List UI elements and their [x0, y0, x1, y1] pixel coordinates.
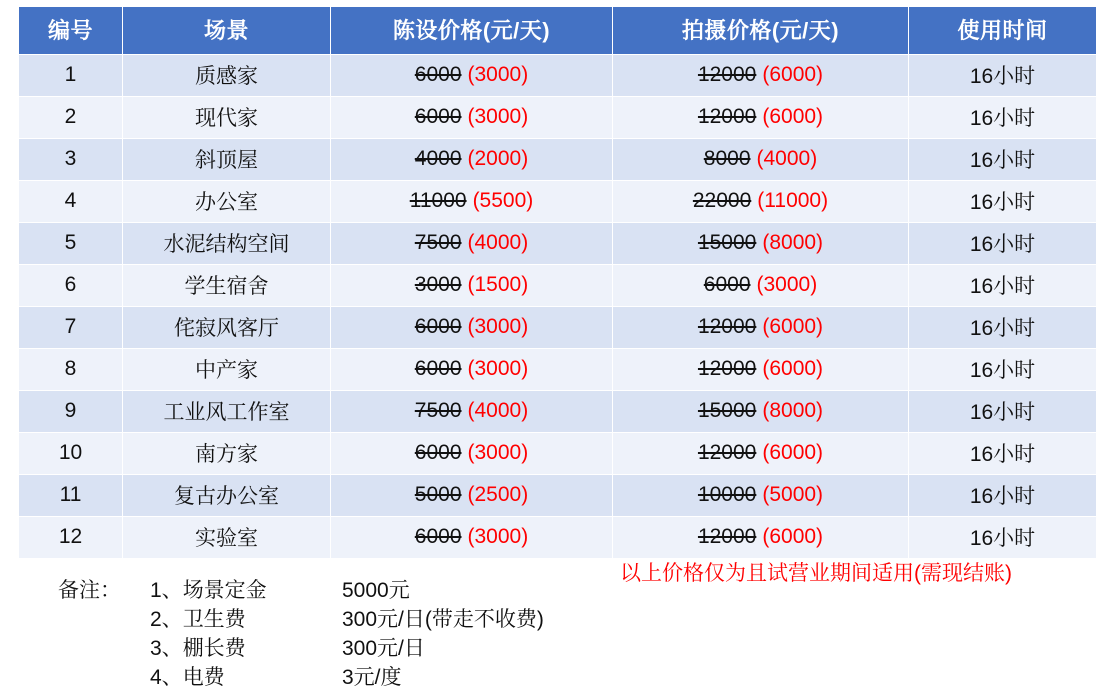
cell-id: 3 [19, 139, 123, 181]
new-price: (8000) [762, 399, 824, 422]
cell-id: 8 [19, 349, 123, 391]
old-price: 12000 [697, 63, 757, 86]
old-price: 12000 [697, 525, 757, 548]
table-row [19, 181, 1097, 223]
cell-shoot-price [613, 223, 909, 265]
table-row [19, 349, 1097, 391]
cell-scene: 南方家 [123, 433, 331, 475]
table-row [19, 223, 1097, 265]
note-label [150, 664, 342, 693]
column-header-display-price: 陈设价格(元/天) [331, 7, 613, 55]
new-price: (6000) [762, 105, 824, 128]
old-price: 6000 [414, 357, 462, 380]
notes-title: 备注： [58, 579, 121, 602]
old-price: 6000 [414, 441, 462, 464]
old-price: 22000 [692, 189, 752, 212]
new-price: (4000) [756, 147, 818, 170]
note-value: 300元/日(带走不收费) [342, 607, 544, 631]
cell-scene: 现代家 [123, 97, 331, 139]
table-row [19, 517, 1097, 559]
old-price: 12000 [697, 441, 757, 464]
cell-usage-time: 16小时 [909, 391, 1097, 433]
new-price: (6000) [762, 357, 824, 380]
cell-shoot-price [613, 517, 909, 559]
note-item [58, 606, 1096, 635]
cell-id: 7 [19, 307, 123, 349]
new-price: (3000) [467, 105, 529, 128]
cell-shoot-price [613, 97, 909, 139]
cell-shoot-price [613, 349, 909, 391]
note-item [58, 664, 1096, 693]
cell-usage-time: 16小时 [909, 517, 1097, 559]
note-value: 5000元 [342, 579, 410, 602]
note-item [58, 635, 1096, 664]
note-label [150, 606, 342, 635]
old-price: 4000 [414, 147, 462, 170]
new-price: (6000) [762, 315, 824, 338]
cell-usage-time: 16小时 [909, 139, 1097, 181]
cell-display-price [331, 97, 613, 139]
note-text: 电费 [182, 665, 225, 689]
cell-usage-time: 16小时 [909, 349, 1097, 391]
cell-scene: 复古办公室 [123, 475, 331, 517]
table-row [19, 55, 1097, 97]
old-price: 12000 [697, 357, 757, 380]
old-price: 8000 [703, 147, 751, 170]
cell-display-price [331, 55, 613, 97]
cell-scene: 工业风工作室 [123, 391, 331, 433]
old-price: 10000 [697, 483, 757, 506]
column-header-shoot-price: 拍摄价格(元/天) [613, 7, 909, 55]
old-price: 7500 [414, 399, 462, 422]
cell-scene: 水泥结构空间 [123, 223, 331, 265]
cell-scene: 学生宿舍 [123, 265, 331, 307]
new-price: (11000) [757, 189, 829, 212]
note-label [150, 577, 342, 606]
note-value: 3元/度 [342, 665, 402, 689]
cell-scene: 斜顶屋 [123, 139, 331, 181]
old-price: 3000 [414, 273, 462, 296]
cell-usage-time: 16小时 [909, 265, 1097, 307]
old-price: 15000 [697, 399, 757, 422]
cell-display-price [331, 265, 613, 307]
cell-id: 4 [19, 181, 123, 223]
cell-usage-time: 16小时 [909, 475, 1097, 517]
column-header-id: 编号 [19, 7, 123, 55]
table-body [19, 55, 1097, 559]
note-text: 棚长费 [182, 636, 246, 660]
old-price: 6000 [414, 315, 462, 338]
note-index: 3、 [150, 636, 183, 660]
cell-shoot-price [613, 433, 909, 475]
cell-usage-time: 16小时 [909, 223, 1097, 265]
old-price: 12000 [697, 315, 757, 338]
old-price: 7500 [414, 231, 462, 254]
cell-id: 2 [19, 97, 123, 139]
new-price: (8000) [762, 231, 824, 254]
table-header [19, 7, 1097, 55]
old-price: 6000 [414, 63, 462, 86]
table-row [19, 391, 1097, 433]
scene-price-table [18, 6, 1097, 559]
cell-display-price [331, 349, 613, 391]
new-price: (6000) [762, 63, 824, 86]
new-price: (5500) [472, 189, 534, 212]
new-price: (5000) [762, 483, 824, 506]
cell-shoot-price [613, 55, 909, 97]
old-price: 5000 [414, 483, 462, 506]
cell-id: 10 [19, 433, 123, 475]
column-header-scene: 场景 [123, 7, 331, 55]
cell-id: 6 [19, 265, 123, 307]
table-row [19, 433, 1097, 475]
cell-display-price [331, 223, 613, 265]
cell-scene: 中产家 [123, 349, 331, 391]
pricing-disclaimer: 以上价格仅为且试营业期间适用(需现结账) [620, 562, 1012, 585]
cell-id: 5 [19, 223, 123, 265]
cell-id: 11 [19, 475, 123, 517]
new-price: (4000) [467, 231, 529, 254]
new-price: (3000) [467, 315, 529, 338]
cell-id: 12 [19, 517, 123, 559]
cell-display-price [331, 433, 613, 475]
new-price: (3000) [467, 63, 529, 86]
note-text: 场景定金 [182, 579, 267, 602]
new-price: (3000) [756, 273, 818, 296]
cell-usage-time: 16小时 [909, 181, 1097, 223]
cell-display-price [331, 139, 613, 181]
old-price: 15000 [697, 231, 757, 254]
old-price: 6000 [414, 525, 462, 548]
cell-display-price [331, 181, 613, 223]
note-text: 卫生费 [182, 607, 246, 631]
note-value: 300元/日 [342, 636, 425, 660]
cell-shoot-price [613, 139, 909, 181]
new-price: (1500) [467, 273, 529, 296]
cell-display-price [331, 307, 613, 349]
table-row [19, 139, 1097, 181]
cell-scene: 质感家 [123, 55, 331, 97]
cell-usage-time: 16小时 [909, 433, 1097, 475]
column-header-usage-time: 使用时间 [909, 7, 1097, 55]
cell-scene: 办公室 [123, 181, 331, 223]
cell-shoot-price [613, 475, 909, 517]
cell-id: 1 [19, 55, 123, 97]
cell-scene: 实验室 [123, 517, 331, 559]
old-price: 11000 [409, 189, 467, 212]
cell-usage-time: 16小时 [909, 97, 1097, 139]
note-index: 1、 [150, 579, 183, 602]
new-price: (4000) [467, 399, 529, 422]
new-price: (6000) [762, 441, 824, 464]
cell-usage-time: 16小时 [909, 307, 1097, 349]
new-price: (2000) [467, 147, 529, 170]
cell-display-price [331, 475, 613, 517]
new-price: (6000) [762, 525, 824, 548]
new-price: (3000) [467, 357, 529, 380]
cell-usage-time: 16小时 [909, 55, 1097, 97]
new-price: (3000) [467, 525, 529, 548]
note-index: 4、 [150, 665, 183, 689]
cell-shoot-price [613, 307, 909, 349]
cell-shoot-price [613, 181, 909, 223]
cell-display-price [331, 517, 613, 559]
table-row [19, 307, 1097, 349]
old-price: 6000 [703, 273, 751, 296]
table-header-row [19, 7, 1097, 55]
cell-shoot-price [613, 265, 909, 307]
table-row [19, 475, 1097, 517]
table-row [19, 97, 1097, 139]
cell-shoot-price [613, 391, 909, 433]
table-row [19, 265, 1097, 307]
note-label [150, 635, 342, 664]
cell-display-price [331, 391, 613, 433]
note-index: 2、 [150, 607, 183, 631]
old-price: 12000 [697, 105, 757, 128]
notes-section [18, 577, 1096, 693]
cell-id: 9 [19, 391, 123, 433]
cell-scene: 侘寂风客厅 [123, 307, 331, 349]
new-price: (2500) [467, 483, 529, 506]
new-price: (3000) [467, 441, 529, 464]
old-price: 6000 [414, 105, 462, 128]
